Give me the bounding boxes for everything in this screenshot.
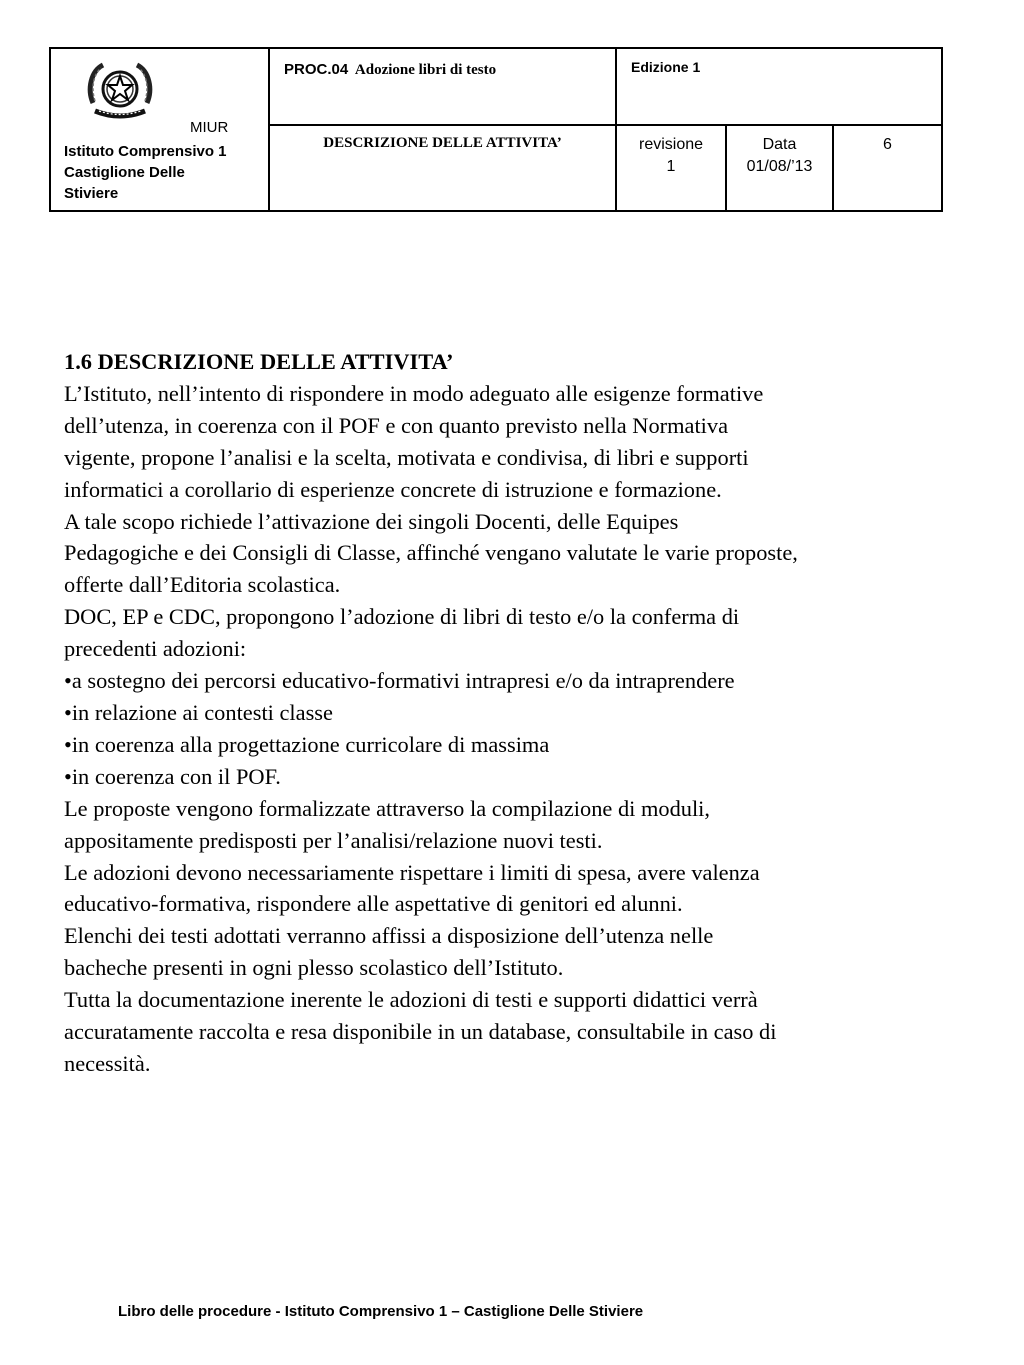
date-cell — [726, 125, 833, 211]
body-line: vigente, propone l’analisi e la scelta, motivata e condivisa, di libri e supporti — [64, 444, 749, 470]
body-line: Le adozioni devono necessariamente rispettare i limiti di spesa, avere valenza — [64, 859, 760, 885]
body-line: offerte dall’Editoria scolastica. — [64, 572, 341, 598]
page-footer: Libro delle procedure - Istituto Comprensivo 1 – Castiglione Delle Stiviere — [118, 1303, 644, 1320]
document-body — [64, 346, 964, 1080]
revision-cell — [616, 125, 726, 211]
body-line: accuratamente raccolta e resa disponibile in un database, consultabile in caso di — [64, 1019, 777, 1045]
bullet-item: •in coerenza alla progettazione curricolare di massima — [64, 731, 550, 757]
section-title-cell — [269, 125, 616, 211]
page-number-cell — [833, 125, 942, 211]
body-line: informatici a corollario di esperienze concrete di istruzione e formazione. — [64, 476, 722, 502]
revision-label: revisione — [638, 136, 704, 153]
school-name-line: Istituto Comprensivo 1 — [64, 143, 227, 160]
institution-cell — [50, 48, 269, 211]
page-number: 6 — [883, 136, 892, 153]
procedure-title-cell — [269, 48, 616, 125]
body-line: DOC, EP e CDC, propongono l’adozione di libri di testo e/o la conferma di — [64, 604, 740, 630]
body-line: necessità. — [64, 1050, 151, 1076]
italian-republic-emblem-icon — [83, 59, 157, 123]
bullet-item: •in relazione ai contesti classe — [64, 699, 333, 725]
bullet-item: •a sostegno dei percorsi educativo-formativi intrapresi e/o da intraprendere — [64, 668, 735, 694]
procedure-code: PROC.04 — [284, 61, 349, 78]
body-line: Le proposte vengono formalizzate attraverso la compilazione di moduli, — [64, 795, 710, 821]
section-heading: 1.6 DESCRIZIONE DELLE ATTIVITA’ — [64, 349, 454, 374]
body-line: Tutta la documentazione inerente le adozioni di testi e supporti didattici verrà — [64, 987, 758, 1013]
school-name-line: Stiviere — [64, 185, 119, 202]
bullet-item: •in coerenza con il POF. — [64, 763, 281, 789]
procedure-title: Adozione libri di testo — [354, 62, 497, 78]
edition-label: Edizione 1 — [631, 59, 701, 75]
body-line: dell’utenza, in coerenza con il POF e con quanto previsto nella Normativa — [64, 412, 729, 438]
body-line: A tale scopo richiede l’attivazione dei singoli Docenti, delle Equipes — [64, 508, 679, 534]
body-line: Pedagogiche e dei Consigli di Classe, affinché vengano valutate le varie proposte, — [64, 540, 798, 566]
body-line: Elenchi dei testi adottati verranno affissi a disposizione dell’utenza nelle — [64, 923, 714, 949]
date-label: Data — [762, 136, 797, 153]
school-name-line: Castiglione Delle — [64, 164, 185, 181]
body-line: L’Istituto, nell’intento di rispondere in modo adeguato alle esigenze formative — [64, 380, 764, 406]
body-line: bacheche presenti in ogni plesso scolastico dell’Istituto. — [64, 955, 564, 981]
edition-cell — [616, 48, 942, 125]
date-value: 01/08/’13 — [746, 158, 813, 175]
document-header-table — [49, 47, 943, 212]
body-line: educativo-formativa, rispondere alle aspettative di genitori ed alunni. — [64, 891, 683, 917]
revision-value: 1 — [666, 158, 676, 175]
body-line: appositamente predisposti per l’analisi/relazione nuovi testi. — [64, 827, 603, 853]
section-title: DESCRIZIONE DELLE ATTIVITA’ — [323, 135, 562, 151]
school-name — [64, 141, 264, 204]
miur-label: MIUR — [190, 119, 229, 136]
body-line: precedenti adozioni: — [64, 636, 247, 662]
